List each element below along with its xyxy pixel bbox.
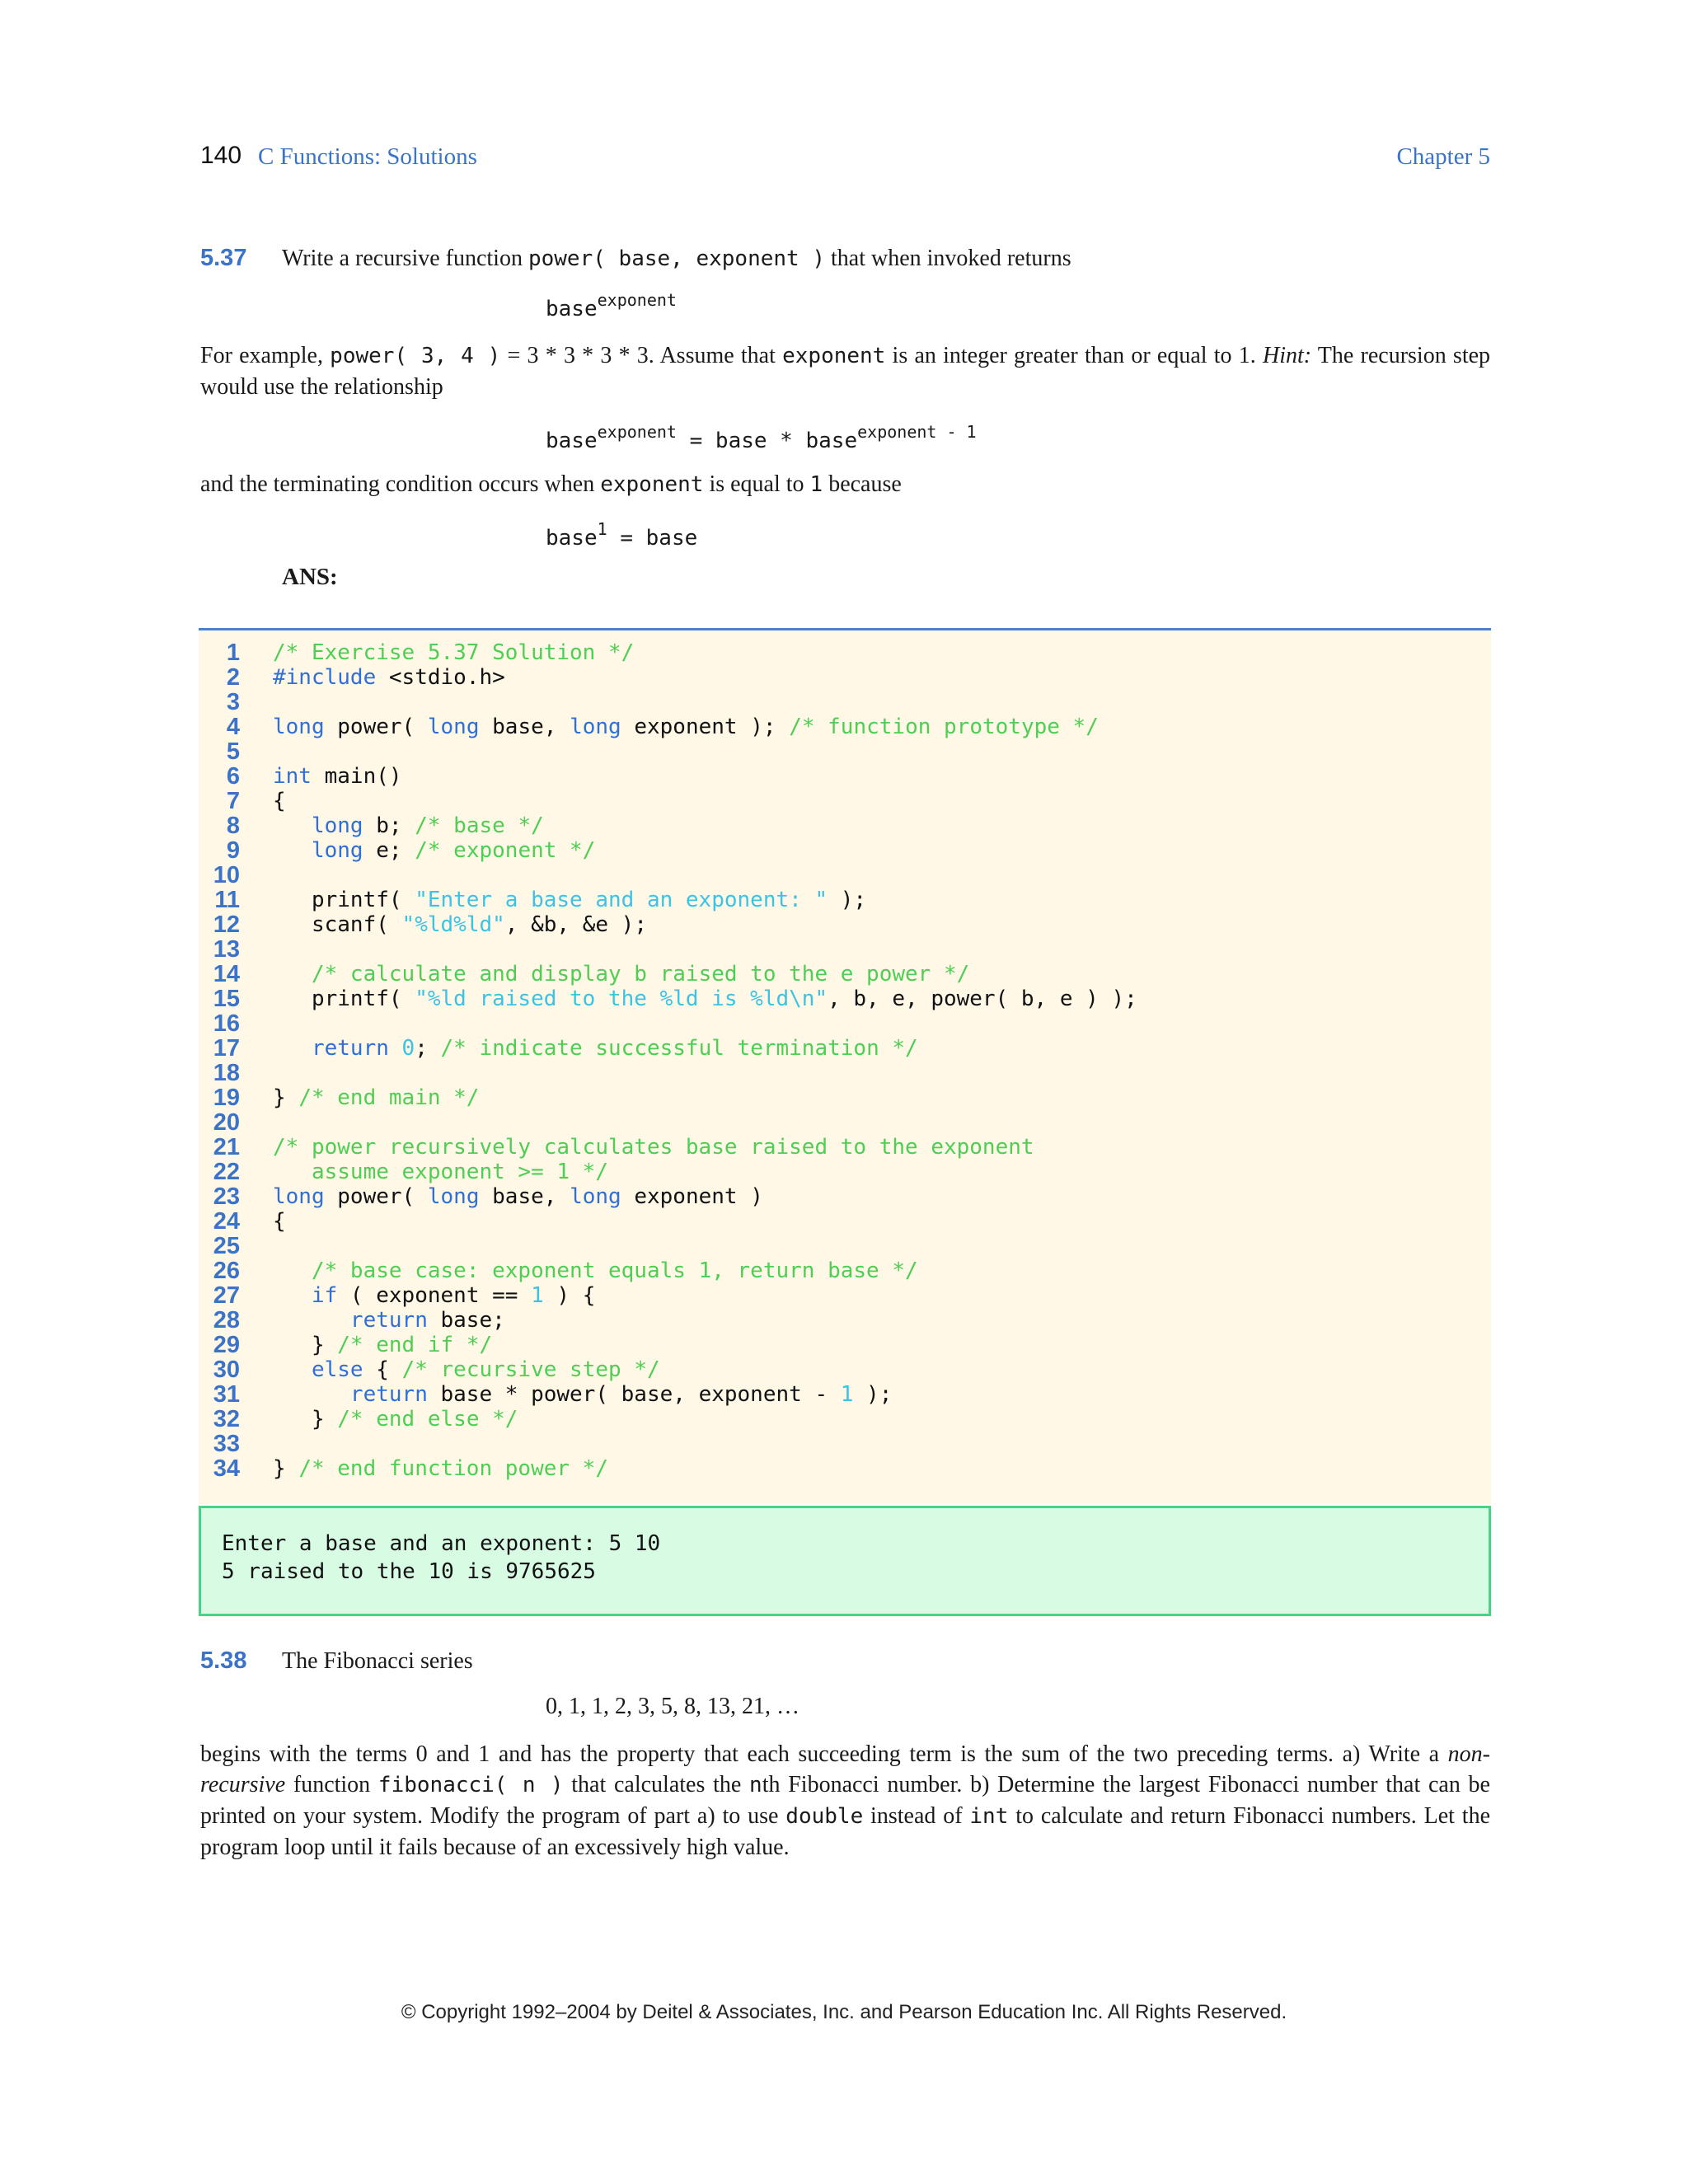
formula-recursion: base$^{exponent}$ = base * base$^{exponent - 1}$ (546, 422, 977, 453)
code-line (199, 764, 1491, 789)
line-number: 6 (226, 763, 240, 790)
line-number: 17 (213, 1035, 240, 1062)
code-token: long (427, 715, 480, 739)
code-line (199, 937, 1491, 962)
code-text (273, 1258, 918, 1283)
code-text (273, 888, 866, 912)
code-token: { (363, 1357, 402, 1382)
code-token: base, (479, 715, 570, 739)
line-number: 20 (213, 1109, 240, 1136)
line-number: 3 (226, 689, 240, 715)
code-text (273, 962, 969, 987)
code-token: 0 (401, 1036, 415, 1061)
code-token: long (273, 715, 325, 739)
code-token (273, 1382, 350, 1407)
code-text (273, 1184, 763, 1209)
code-token: long (311, 838, 363, 863)
code-text (273, 1333, 492, 1357)
code-line (199, 888, 1491, 912)
code-token: assume exponent >= 1 */ (273, 1160, 608, 1184)
code-token: long (427, 1184, 480, 1209)
code-token: { (273, 1209, 286, 1234)
output-line: 5 raised to the 10 is 9765625 (222, 1559, 596, 1584)
code-token: power( (324, 1184, 428, 1209)
line-number: 21 (213, 1134, 240, 1160)
code-token: ( exponent == (337, 1283, 532, 1308)
code-token: exponent ); (621, 715, 790, 739)
line-number: 11 (214, 887, 240, 913)
code-token: /* base */ (415, 813, 544, 838)
code-line (199, 640, 1491, 665)
code-text (273, 912, 647, 937)
line-number: 1 (226, 640, 240, 666)
code-line (199, 1011, 1491, 1036)
code-line (199, 1308, 1491, 1333)
code-line (199, 1061, 1491, 1085)
code-text (273, 640, 634, 665)
program-output (199, 1506, 1491, 1616)
code-token: exponent ) (621, 1184, 763, 1209)
output-line: Enter a base and an exponent: 5 10 (222, 1531, 661, 1556)
exercise-intro: Write a recursive function power( base, exponent ) that when invoked returns (282, 246, 1071, 271)
code-text (273, 1407, 518, 1432)
code-token: else (311, 1357, 363, 1382)
code-token: /* Exercise 5.37 Solution */ (273, 640, 635, 665)
line-number: 15 (213, 986, 240, 1012)
code-text (273, 1456, 608, 1481)
code-line (199, 715, 1491, 739)
section-title: C Functions: Solutions (258, 143, 477, 170)
code-token: /* end main */ (298, 1085, 480, 1110)
code-token: } (273, 1407, 338, 1432)
code-token: if (311, 1283, 338, 1308)
code-line (199, 1184, 1491, 1209)
line-number: 31 (213, 1381, 240, 1408)
code-line (199, 987, 1491, 1011)
code-text (273, 1308, 505, 1333)
code-line (199, 1432, 1491, 1456)
code-token: , b, e, power( b, e ) ); (828, 987, 1137, 1011)
code-token: } (273, 1085, 299, 1110)
code-token: /* end function power */ (298, 1456, 608, 1481)
page-header (200, 142, 1490, 175)
code-token: ); (853, 1382, 893, 1407)
code-line (199, 1110, 1491, 1135)
line-number: 32 (213, 1406, 240, 1432)
code-token (273, 1036, 312, 1061)
code-text (273, 1209, 286, 1234)
line-number: 34 (213, 1455, 240, 1482)
code-token (273, 1283, 312, 1308)
code-line (199, 838, 1491, 863)
exercise-number: 5.38 (200, 1647, 247, 1674)
paragraph-fibonacci: begins with the terms 0 and 1 and has the property that each succeeding term is the sum of the two preceding terms. a) Write a non-recursive function fibonacci( n ) that calculates the nth Fibonacci number. b) Determine the largest Fibonacci number that can be printed on your system. Modify the program of part a) to use double instead of int to calculate and return Fibonacci numbers. Let the program loop until it fails because of an excessively high value. (200, 1741, 1490, 1860)
code-text (273, 764, 402, 789)
code-token: /* end if */ (337, 1333, 493, 1357)
line-number: 23 (213, 1183, 240, 1210)
page-number: 140 (200, 142, 242, 169)
code-token: "Enter a base and an exponent: " (415, 888, 828, 912)
paragraph-example: For example, power( 3, 4 ) = 3 * 3 * 3 * 3. Assume that exponent is an integer greater than or equal to 1. Hint: The recursion step would use the relationship (200, 343, 1491, 400)
code-token: base * power( base, exponent - (427, 1382, 841, 1407)
code-token: , &b, &e ); (504, 912, 647, 937)
code-token (273, 1258, 312, 1283)
formula-power: base$^{exponent}$ (546, 290, 677, 321)
code-token (273, 1357, 312, 1382)
code-line (199, 690, 1491, 715)
code-line (199, 1036, 1491, 1061)
code-text (273, 813, 544, 838)
code-token: /* base case: exponent equals 1, return base */ (311, 1258, 918, 1283)
code-token: ) { (543, 1283, 596, 1308)
line-number: 7 (226, 788, 240, 814)
code-text (273, 1036, 918, 1061)
line-number: 12 (213, 912, 240, 938)
code-line (199, 1135, 1491, 1160)
code-token: base, (479, 1184, 570, 1209)
code-token: /* exponent */ (415, 838, 596, 863)
code-token: main() (311, 764, 402, 789)
code-token (273, 962, 312, 987)
code-token: return (349, 1308, 428, 1333)
answer-label: ANS: (282, 564, 338, 590)
code-text (273, 987, 1137, 1011)
code-line (199, 962, 1491, 987)
code-token: return (349, 1382, 428, 1407)
code-text (273, 1135, 1034, 1160)
code-token: /* power recursively calculates base raised to the exponent (273, 1135, 1034, 1160)
inline-code: power( base, exponent ) (528, 246, 825, 271)
code-line (199, 1357, 1491, 1382)
code-text (273, 1160, 608, 1184)
code-token: long (311, 813, 363, 838)
code-token: <stdio.h> (376, 665, 505, 690)
line-number: 9 (226, 837, 240, 864)
code-token: #include (273, 665, 377, 690)
line-number: 27 (213, 1282, 240, 1309)
code-token: { (273, 789, 286, 813)
line-number: 10 (213, 862, 240, 888)
code-text (273, 1382, 892, 1407)
line-number: 16 (213, 1010, 240, 1037)
code-token: ); (828, 888, 867, 912)
code-line (199, 1234, 1491, 1258)
code-line (199, 912, 1491, 937)
code-token: /* function prototype */ (789, 715, 1099, 739)
line-number: 14 (213, 961, 240, 987)
line-number: 28 (213, 1307, 240, 1333)
code-text (273, 715, 1099, 739)
code-token: long (570, 715, 621, 739)
line-number: 8 (226, 813, 240, 839)
line-number: 18 (213, 1060, 240, 1086)
code-token: return (311, 1036, 389, 1061)
line-number: 33 (213, 1431, 240, 1457)
line-number: 5 (226, 738, 240, 765)
code-token: printf( (273, 888, 415, 912)
code-token: /* indicate successful termination */ (440, 1036, 918, 1061)
code-line (199, 1382, 1491, 1407)
copyright-footer: © Copyright 1992–2004 by Deitel & Associates, Inc. and Pearson Education Inc. All Rights Reserved. (401, 2001, 1287, 2023)
code-line (199, 1407, 1491, 1432)
code-line (199, 813, 1491, 838)
line-number: 2 (226, 664, 240, 691)
code-line (199, 1283, 1491, 1308)
code-line (199, 665, 1491, 690)
exercise-intro: The Fibonacci series (282, 1648, 473, 1674)
code-text (273, 1085, 479, 1110)
code-text (273, 1283, 595, 1308)
paragraph-terminating: and the terminating condition occurs when exponent is equal to 1 because (200, 471, 902, 497)
code-token: printf( (273, 987, 415, 1011)
code-line (199, 789, 1491, 813)
code-token: long (570, 1184, 621, 1209)
line-number: 13 (213, 936, 240, 963)
line-number: 29 (213, 1332, 240, 1358)
code-token: int (273, 764, 312, 789)
code-text (273, 838, 595, 863)
line-number: 4 (226, 714, 240, 740)
code-line (199, 1160, 1491, 1184)
code-token: b; (363, 813, 415, 838)
code-token: } (273, 1333, 338, 1357)
code-token: long (273, 1184, 325, 1209)
code-token: "%ld raised to the %ld is %ld\n" (415, 987, 828, 1011)
line-number: 24 (213, 1208, 240, 1235)
code-token: "%ld%ld" (401, 912, 505, 937)
code-token (273, 1308, 350, 1333)
code-line (199, 1456, 1491, 1481)
code-token: scanf( (273, 912, 402, 937)
fibonacci-series: 0, 1, 1, 2, 3, 5, 8, 13, 21, … (546, 1694, 799, 1719)
line-number: 22 (213, 1159, 240, 1185)
code-token: /* calculate and display b raised to the e power */ (311, 962, 970, 987)
code-token: 1 (840, 1382, 854, 1407)
code-text (273, 789, 286, 813)
code-token: e; (363, 838, 415, 863)
chapter-label: Chapter 5 (1396, 143, 1490, 170)
code-token: /* recursive step */ (401, 1357, 660, 1382)
code-token (389, 1036, 402, 1061)
code-line (199, 739, 1491, 764)
code-token: ; (415, 1036, 441, 1061)
code-token: } (273, 1456, 299, 1481)
code-lines (199, 640, 1491, 1481)
exercise-number: 5.37 (200, 245, 247, 271)
code-token (273, 813, 312, 838)
code-text (273, 665, 505, 690)
code-token: 1 (531, 1283, 544, 1308)
code-line (199, 863, 1491, 888)
code-line (199, 1209, 1491, 1234)
code-line (199, 1085, 1491, 1110)
line-number: 30 (213, 1357, 240, 1383)
line-number: 19 (213, 1085, 240, 1111)
formula-base-case: base$^1$ = base (546, 519, 698, 551)
code-token (273, 838, 312, 863)
code-text (273, 1357, 660, 1382)
code-line (199, 1258, 1491, 1283)
line-number: 26 (213, 1258, 240, 1284)
code-line (199, 1333, 1491, 1357)
line-number: 25 (213, 1233, 240, 1259)
code-token: base; (427, 1308, 505, 1333)
code-token: /* end else */ (337, 1407, 518, 1432)
code-token: power( (324, 715, 428, 739)
code-listing (199, 630, 1491, 1504)
